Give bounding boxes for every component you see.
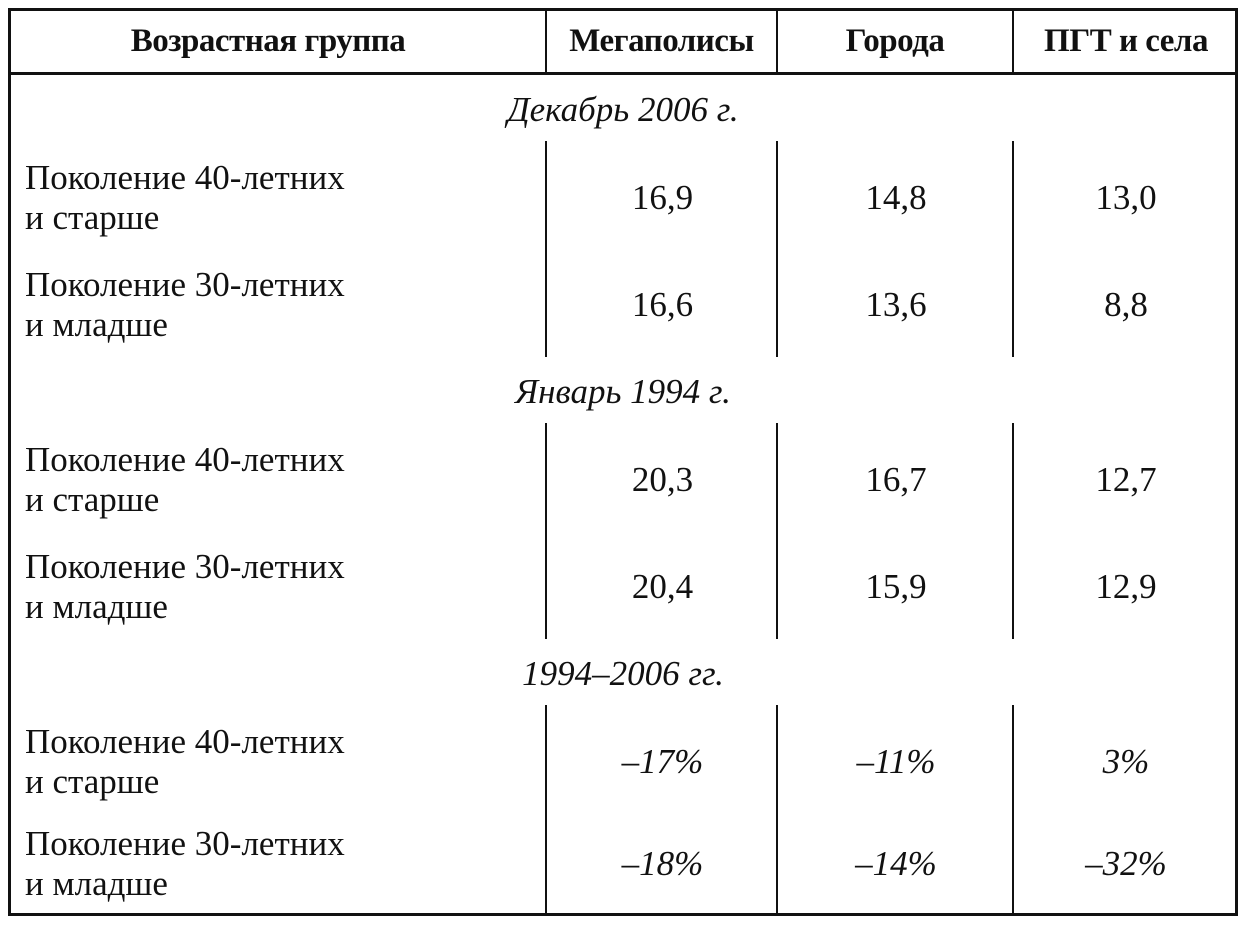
row-label-line1: Поколение 40-летних (25, 440, 345, 479)
cell-megacities: 20,3 (631, 460, 694, 499)
header-cities: Города (778, 11, 1014, 72)
table-row (11, 145, 1235, 251)
period-label-1994-2006: 1994–2006 гг. (522, 654, 724, 693)
row-label (25, 427, 535, 533)
header-towns-villages: ПГТ и села (1044, 23, 1208, 59)
table-row (11, 811, 1235, 917)
cell-cities: –11% (856, 742, 936, 781)
cell-cities: 15,9 (865, 567, 927, 606)
row-label-line2: и старше (25, 762, 160, 801)
cell-towns-villages: 13,0 (1095, 178, 1157, 217)
row-label-line1: Поколение 30-летних (25, 547, 345, 586)
cell-megacities: –17% (621, 742, 704, 781)
cell-towns-villages: –32% (1085, 844, 1167, 883)
cell-towns-villages: 12,9 (1095, 567, 1157, 606)
row-label-line1: Поколение 30-летних (25, 265, 345, 304)
table-row (11, 709, 1235, 815)
row-label (25, 709, 535, 815)
cell-cities: –14% (855, 844, 937, 883)
row-label-line2: и младше (25, 305, 168, 344)
row-label (25, 811, 535, 917)
cell-megacities: 20,4 (631, 567, 694, 606)
cell-cities: 16,7 (865, 460, 927, 499)
cell-towns-villages: 8,8 (1104, 285, 1148, 324)
row-label-line2: и старше (25, 198, 160, 237)
cell-cities: 14,8 (865, 178, 927, 217)
data-table (8, 8, 1238, 916)
row-label-line2: и старше (25, 480, 160, 519)
row-label (25, 534, 535, 640)
table-header (11, 11, 1235, 75)
table-row (11, 252, 1235, 358)
cell-towns-villages: 12,7 (1095, 460, 1157, 499)
row-label-line1: Поколение 40-летних (25, 158, 345, 197)
row-label-line2: и младше (25, 587, 168, 626)
row-label (25, 145, 535, 251)
cell-megacities: 16,9 (631, 178, 694, 217)
row-label-line1: Поколение 40-летних (25, 722, 345, 761)
cell-megacities: –18% (621, 844, 704, 883)
row-label-line1: Поколение 30-летних (25, 824, 345, 863)
header-megacities: Мегаполисы (547, 11, 778, 72)
table-row (11, 534, 1235, 640)
row-label-line2: и младше (25, 864, 168, 903)
cell-towns-villages: 3% (1102, 742, 1150, 781)
row-label (25, 252, 535, 358)
period-label-dec-2006: Декабрь 2006 г. (507, 90, 739, 129)
cell-cities: 13,6 (865, 285, 927, 324)
period-label-jan-1994: Январь 1994 г. (515, 372, 731, 411)
header-age-group: Возрастная группа (11, 11, 547, 72)
table-row (11, 427, 1235, 533)
cell-megacities: 16,6 (631, 285, 694, 324)
